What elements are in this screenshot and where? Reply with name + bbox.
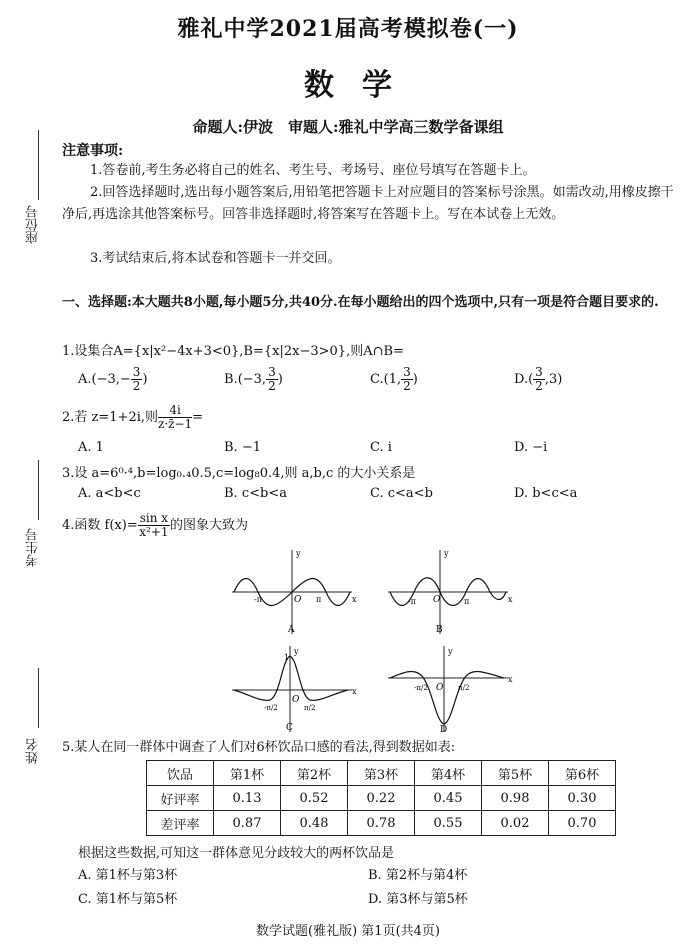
notice-item-1: 1.答卷前,考生务必将自己的姓名、考生号、考场号、座位号填写在答题卡上。 (90, 163, 536, 178)
subject-title: 数学 (304, 68, 420, 103)
graph-b-x-label: x (508, 595, 513, 604)
graph-c-curve (234, 656, 348, 700)
graph-c-y-label: y (294, 647, 299, 656)
name-label: 姓名 (26, 738, 41, 764)
graph-c-origin: O (292, 695, 300, 705)
table-cell: 0.87 (214, 811, 281, 836)
graph-c-one: 1 (284, 653, 290, 662)
q1-option-b: B.(−3, $\frac{3}{2}$ ) (224, 365, 283, 393)
table-header-cell: 饮品 (147, 761, 214, 786)
graph-b-caption: B (436, 625, 443, 635)
graph-c (228, 642, 358, 734)
q5-option-a: A. 第1杯与第3杯 (78, 868, 178, 883)
q2-option-d: D. −i (514, 440, 548, 455)
table-cell: 0.70 (549, 811, 616, 836)
graph-d-curve (390, 672, 504, 724)
table-header-cell: 第4杯 (415, 761, 482, 786)
graph-a-y-label: y (296, 549, 301, 558)
graph-a-origin: O (294, 595, 302, 605)
name-line (38, 668, 39, 728)
exam-title: 雅礼中学2021届高考模拟卷(一) (177, 16, 519, 42)
q1-option-c: C.(1, $\frac{3}{2}$ ) (370, 365, 418, 393)
table-cell: 0.45 (415, 786, 482, 811)
question-1-stem: 1.设集合A={x|x²−4x+3<0},B={x|2x−3>0},则A∩B= (62, 344, 404, 359)
table-row (147, 786, 616, 811)
graph-d-caption: D (440, 725, 448, 734)
table-cell: 0.78 (348, 811, 415, 836)
table-cell: 好评率 (147, 786, 214, 811)
table-cell: 0.13 (214, 786, 281, 811)
graph-b-origin: O (433, 595, 441, 605)
q1-option-a: A.(−3,− $\frac{3}{2}$ ) (78, 365, 148, 393)
graph-d-origin: O (436, 683, 444, 693)
graph-d-half-pi: π/2 (458, 684, 470, 692)
table-cell: 0.52 (281, 786, 348, 811)
table-cell: 0.22 (348, 786, 415, 811)
notice-heading: 注意事项: (62, 143, 124, 159)
side-margin (4, 0, 48, 948)
graph-a-caption: A (288, 625, 295, 635)
graph-d-x-label: x (508, 675, 513, 684)
graph-b-neg-pi: -π (408, 597, 416, 606)
graph-c-caption: C (286, 723, 293, 733)
graph-a (228, 544, 358, 636)
graph-c-half-pi: π/2 (304, 704, 316, 712)
table-header-cell: 第3杯 (348, 761, 415, 786)
question-3-options (78, 486, 678, 504)
graph-d-neg-half-pi: -π/2 (414, 684, 428, 692)
q3-option-b: B. c<b<a (224, 486, 287, 501)
question-5-follow: 根据这些数据,可知这一群体意见分歧较大的两杯饮品是 (78, 846, 395, 861)
table-header-cell: 第6杯 (549, 761, 616, 786)
notice-item-2: 2.回答选择题时,选出每小题答案后,用铅笔把答题卡上对应题目的答案标号涂黑。如需改动,用橡皮擦干净后,再选涂其他答案标号。回答非选择题时,将答案写在答题卡上。写在本试卷上无效。 (62, 185, 674, 222)
graph-d (384, 642, 514, 734)
table-cell: 0.02 (482, 811, 549, 836)
question-1-options (78, 366, 678, 394)
graph-b (384, 544, 514, 636)
question-5-stem: 5.某人在同一群体中调查了人们对6杯饮品口感的看法,得到数据如表: (62, 740, 456, 755)
table-cell: 0.55 (415, 811, 482, 836)
table-cell: 差评率 (147, 811, 214, 836)
graph-b-pi: π (464, 597, 470, 606)
question-2-stem: 2.若 z=1+2i,则 $\frac{4i}{z\cdot z̄-1}$ = (62, 403, 204, 431)
q2-option-a: A. 1 (78, 440, 104, 455)
question-2-options (78, 440, 678, 458)
graph-a-pi: π (316, 595, 322, 604)
table-cell: 0.30 (549, 786, 616, 811)
q3-option-c: C. c<a<b (370, 486, 433, 501)
q2-option-b: B. −1 (224, 440, 261, 455)
graph-a-x-label: x (352, 595, 357, 604)
q5-option-b: B. 第2杯与第4杯 (368, 868, 468, 883)
table-row (147, 811, 616, 836)
graph-a-neg-pi: -π (254, 595, 262, 604)
authors-line: 命题人:伊波 审题人:雅礼中学高三数学备课组 (192, 118, 504, 136)
q3-option-d: D. b<c<a (514, 486, 578, 501)
page-footer: 数学试题(雅礼版) 第1页(共4页) (256, 924, 440, 939)
table-cell: 0.48 (281, 811, 348, 836)
q5-option-d: D. 第3杯与第5杯 (368, 892, 468, 907)
graph-c-x-label: x (352, 687, 357, 696)
q2-option-c: C. i (370, 440, 392, 455)
table-header-cell: 第5杯 (482, 761, 549, 786)
question-5-options-row2 (78, 888, 678, 906)
exam-number-label: 考生号 (26, 528, 41, 567)
table-cell: 0.98 (482, 786, 549, 811)
question-3-stem: 3.设 a=6⁰·⁴,b=log₀.₄0.5,c=log₈0.4,则 a,b,c 的大小关系是 (62, 466, 416, 481)
graph-c-neg-half-pi: -π/2 (264, 704, 278, 712)
q5-option-c: C. 第1杯与第5杯 (78, 892, 178, 907)
table-header-row (147, 761, 616, 786)
seat-line (38, 130, 39, 200)
table-header-cell: 第2杯 (281, 761, 348, 786)
seat-number-label: 座位号 (26, 205, 41, 244)
q3-option-a: A. a<b<c (78, 486, 141, 501)
section-heading: 一、选择题:本大题共8小题,每小题5分,共40分.在每小题给出的四个选项中,只有一项是符合题目要求的. (62, 295, 659, 310)
table-header-cell: 第1杯 (214, 761, 281, 786)
q5-data-table (146, 760, 616, 836)
question-4-stem: 4.函数 f(x)= $\frac{\text{sin x}}{\text{x²+1}}$ 的图象大致为 (62, 511, 249, 539)
question-5-options-row1 (78, 864, 678, 882)
notice-item-3: 3.考试结束后,将本试卷和答题卡一并交回。 (90, 251, 341, 266)
graph-d-y-label: y (448, 647, 453, 656)
q1-option-d: D.( $\frac{3}{2}$ ,3) (514, 365, 563, 393)
q5-table-wrap (146, 760, 616, 836)
graph-b-y-label: y (444, 549, 449, 558)
exam-number-line (38, 460, 39, 520)
